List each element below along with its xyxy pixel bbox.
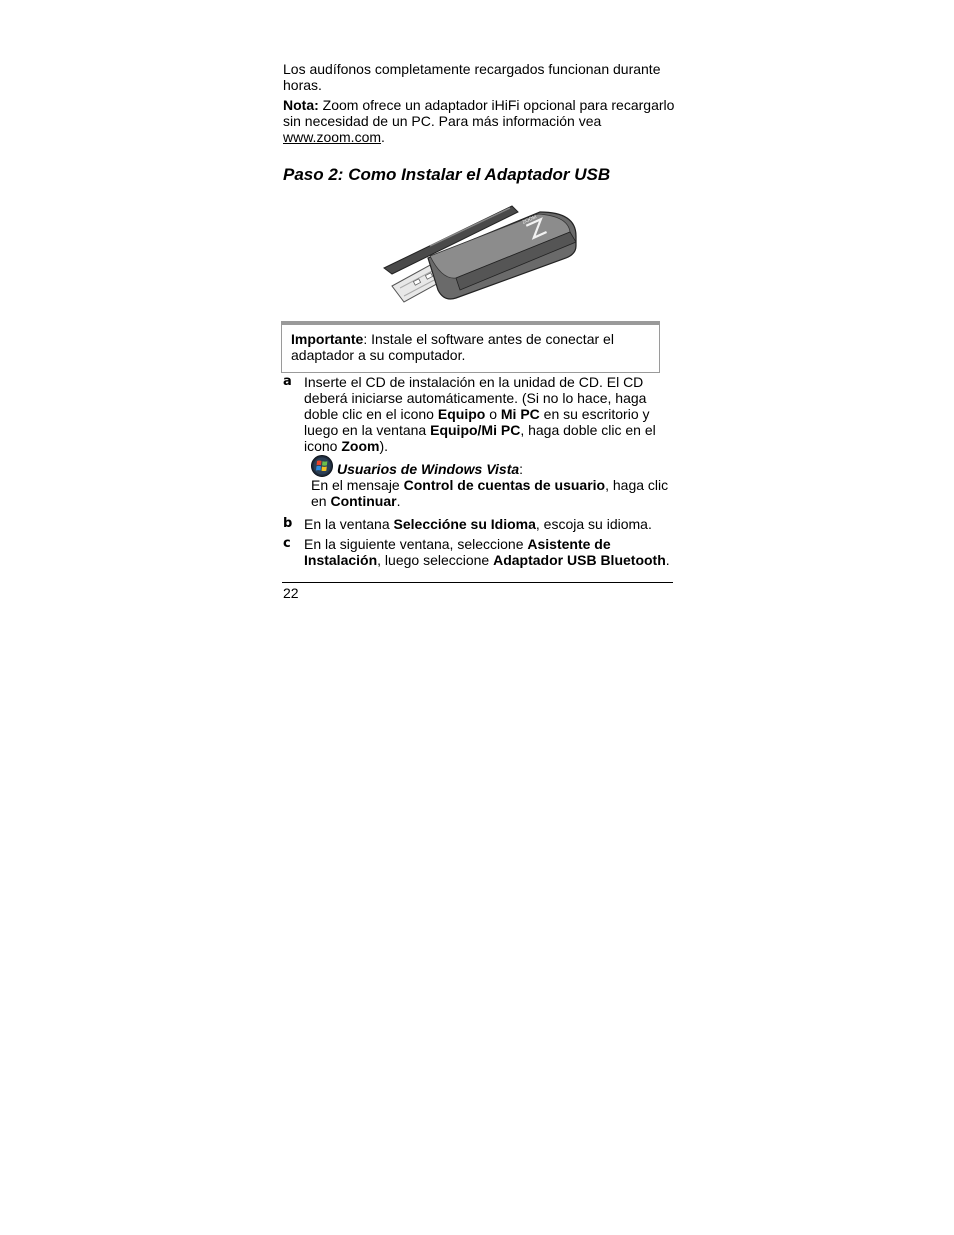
step-c-text: En la siguiente ventana, seleccione Asistente de Instalación, luego seleccione Adaptador USB Bluetooth. — [304, 536, 670, 568]
note-end: . — [381, 129, 385, 145]
section-heading: Paso 2: Como Instalar el Adaptador USB — [283, 165, 611, 184]
note-text: Zoom ofrece un adaptador iHiFi opcional para recargarlo sin necesidad de un PC. Para más información vea — [283, 97, 675, 129]
step-b — [283, 516, 675, 532]
step-a — [283, 374, 675, 454]
logo-text: ZOOM — [521, 214, 538, 226]
intro-paragraph: Los audífonos completamente recargados funcionan durante horas. — [283, 61, 661, 93]
usb-adapter-image — [370, 198, 584, 308]
footer-rule — [282, 582, 673, 583]
step-a-text: Inserte el CD de instalación en la unidad de CD. El CD deberá iniciarse automáticamente. (Si no lo hace, haga doble clic en el icono Equipo o Mi PC en su escritorio y luego en la ventana Equipo/Mi PC, haga doble clic en el icono Zoom). — [304, 374, 656, 454]
page-number: 22 — [283, 585, 299, 601]
windows-vista-icon — [311, 455, 333, 477]
note-label: Nota: — [283, 97, 319, 113]
step-marker-c: c — [283, 536, 291, 551]
step-marker-a: a — [283, 374, 292, 389]
step-marker-b: b — [283, 516, 293, 531]
important-label: Importante — [291, 331, 364, 347]
vista-note — [311, 455, 675, 509]
step-b-text: En la ventana Seleccióne su Idioma, escoja su idioma. — [304, 516, 652, 532]
important-box — [281, 321, 660, 373]
vista-text: En el mensaje Control de cuentas de usuario, haga clic en Continuar. — [311, 477, 669, 509]
step-c — [283, 536, 675, 568]
important-text: : Instale el software antes de conectar el adaptador a su computador. — [291, 331, 614, 363]
vista-title: Usuarios de Windows Vista: — [337, 461, 524, 477]
note-paragraph — [283, 97, 675, 145]
zoom-website-link[interactable]: www.zoom.com — [283, 129, 382, 145]
